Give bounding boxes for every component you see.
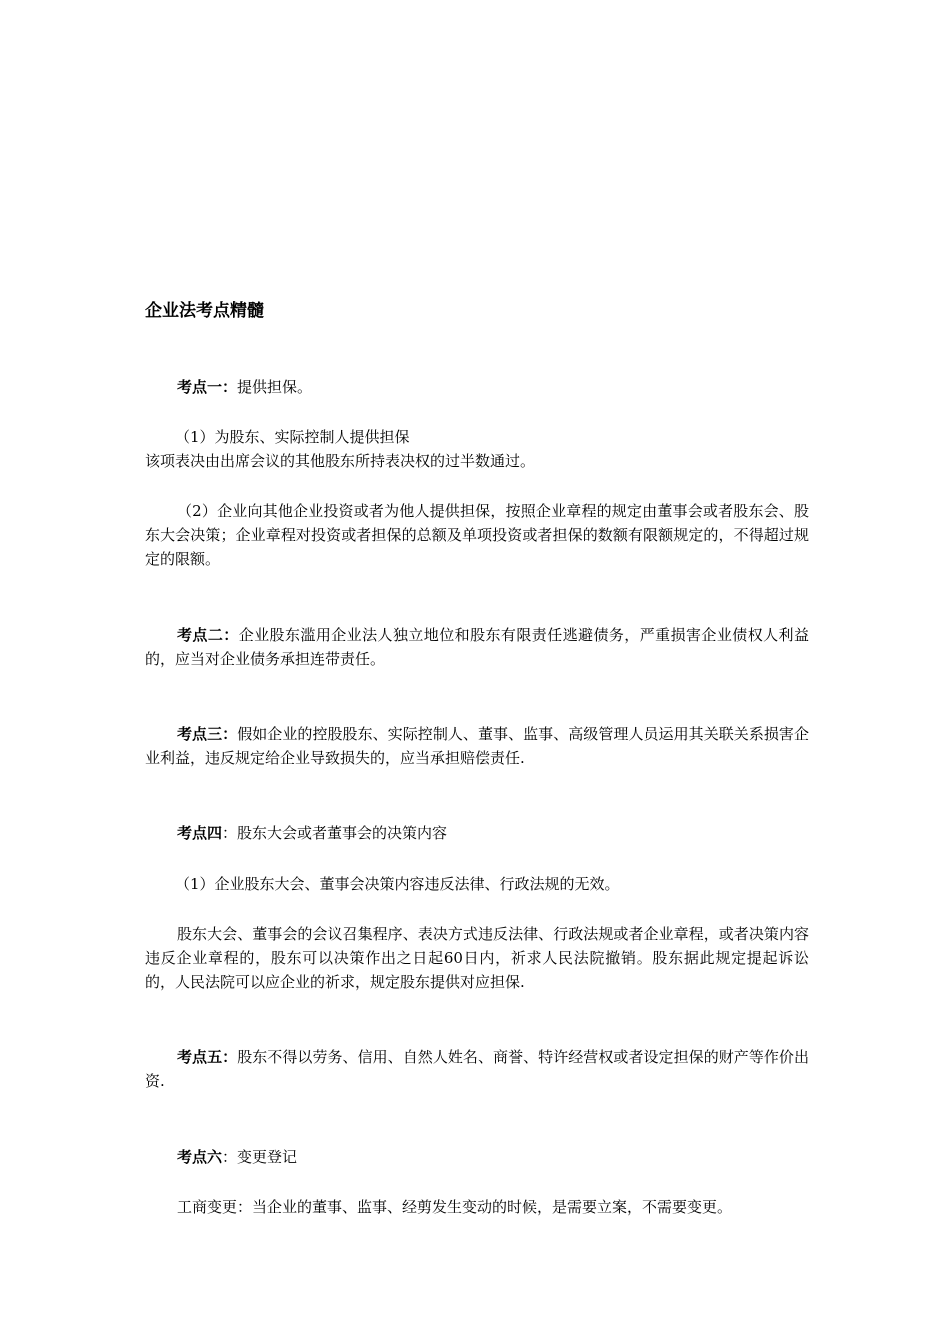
point-4-paragraph: 股东大会、董事会的会议召集程序、表决方式违反法律、行政法规或者企业章程，或者决策内容违反企业章程的，股东可以决策作出之日起60日内，祈求人民法院撤销。股东据此规定提起诉讼的，人民法院可以应企业的祈求，规定股东提供对应担保. [145, 925, 809, 991]
document-title: 企业法考点精髓 [145, 301, 264, 321]
point-5-paragraph [145, 1045, 809, 1093]
point-1-label: 考点一： [177, 378, 238, 396]
point-2-paragraph [145, 623, 809, 671]
point-2-label: 考点二： [177, 626, 239, 644]
point-5-label: 考点五： [177, 1048, 238, 1066]
point-3-paragraph [145, 722, 809, 770]
point-4-item-1: （1）企业股东大会、董事会决策内容违反法律、行政法规的无效。 [175, 875, 620, 893]
point-3-text: 假如企业的控股股东、实际控制人、董事、监事、高级管理人员运用其关联关系损害企业利益，违反规定给企业导致损失的，应当承担赔偿责任. [145, 725, 809, 767]
point-1-text: 提供担保。 [237, 378, 313, 396]
point-1-heading [145, 375, 809, 399]
point-6-text: ：变更登记 [222, 1148, 298, 1166]
point-4-text: ：股东大会或者董事会的决策内容 [222, 824, 448, 842]
point-4-heading [145, 821, 809, 845]
point-3-label: 考点三： [177, 725, 238, 743]
point-6-paragraph: 工商变更：当企业的董事、监事、经剪发生变动的时候，是需要立案，不需要变更。 [177, 1198, 733, 1216]
point-1-item-2: （2）企业向其他企业投资或者为他人提供担保，按照企业章程的规定由董事会或者股东会、股东大会决策；企业章程对投资或者担保的总额及单项投资或者担保的数额有限额规定的，不得超过规定的限额。 [145, 502, 809, 568]
point-1-item-1: （1）为股东、实际控制人提供担保 [175, 428, 410, 446]
point-1-item-1-body: 该项表决由出席会议的其他股东所持表决权的过半数通过。 [145, 452, 536, 470]
point-4-label: 考点四 [177, 824, 223, 842]
point-6-heading [145, 1145, 809, 1169]
point-6-label: 考点六 [177, 1148, 223, 1166]
point-5-text: 股东不得以劳务、信用、自然人姓名、商誉、特许经营权或者设定担保的财产等作价出资. [145, 1048, 809, 1090]
point-2-text: 企业股东滥用企业法人独立地位和股东有限责任逃避债务，严重损害企业债权人利益的，应当对企业债务承担连带责任。 [145, 626, 809, 668]
